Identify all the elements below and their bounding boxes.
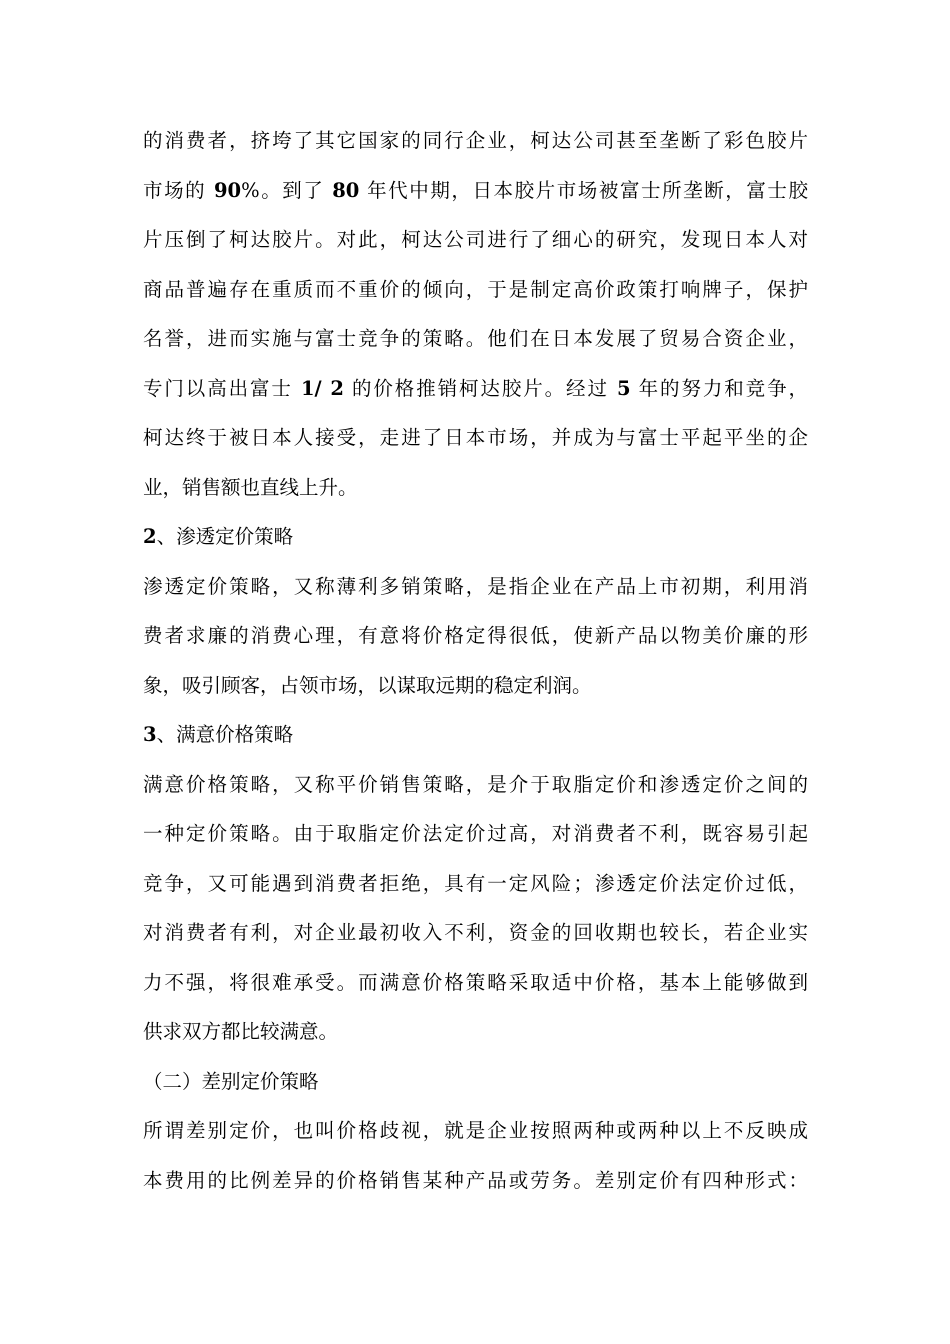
text-line: 力不强，将很难承受。而满意价格策略采取适中价格，基本上能够做到	[143, 970, 808, 994]
section-heading-penetration-pricing: 2、渗透定价策略	[143, 525, 294, 548]
text-line: 竞争，又可能遇到消费者拒绝，具有一定风险；渗透定价法定价过低，	[143, 871, 808, 895]
document-page	[143, 116, 808, 1205]
text-line: 柯达终于被日本人接受，走进了日本市场，并成为与富士平起平坐的企	[143, 426, 808, 449]
text-line: 渗透定价策略，又称薄利多销策略，是指企业在产品上市初期，利用消	[143, 574, 808, 598]
text-line: 满意价格策略，又称平价销售策略，是介于取脂定价和渗透定价之间的	[143, 772, 808, 796]
text-line: 市场的 90%。到了 80 年代中期，日本胶片市场被富士所垄断，富士胶	[143, 178, 808, 202]
text-line: 象，吸引顾客，占领市场，以谋取远期的稳定利润。	[143, 673, 592, 697]
text-line: 商品普遍存在重质而不重价的倾向，于是制定高价政策打响牌子，保护	[143, 277, 808, 301]
text-line: 对消费者有利，对企业最初收入不利，资金的回收期也较长，若企业实	[143, 921, 808, 944]
section-heading-differential-pricing: （二）差别定价策略	[143, 1069, 319, 1093]
paragraph-differential-pricing	[143, 1106, 808, 1205]
paragraph-satisfaction-pricing	[143, 760, 808, 1057]
text-line: 业，销售额也直线上升。	[143, 475, 358, 499]
text-line: 专门以高出富士 1/ 2 的价格推销柯达胶片。经过 5 年的努力和竞争，	[143, 376, 808, 400]
section-heading-satisfaction-pricing: 3、满意价格策略	[143, 723, 294, 746]
text-line: 供求双方都比较满意。	[143, 1020, 339, 1043]
paragraph-kodak-pricing	[143, 116, 808, 512]
text-line: 本费用的比例差异的价格销售某种产品或劳务。差别定价有四种形式：	[143, 1168, 808, 1192]
text-line: 名誉，进而实施与富士竞争的策略。他们在日本发展了贸易合资企业，	[143, 327, 808, 350]
text-line: 费者求廉的消费心理，有意将价格定得很低，使新产品以物美价廉的形	[143, 624, 808, 647]
text-line: 所谓差别定价，也叫价格歧视，就是企业按照两种或两种以上不反映成	[143, 1119, 808, 1142]
text-line: 的消费者，挤垮了其它国家的同行企业，柯达公司甚至垄断了彩色胶片	[143, 129, 808, 152]
paragraph-penetration-pricing	[143, 562, 808, 711]
text-line: 片压倒了柯达胶片。对此，柯达公司进行了细心的研究，发现日本人对	[143, 228, 808, 251]
text-line: 一种定价策略。由于取脂定价法定价过高，对消费者不利，既容易引起	[143, 822, 808, 845]
